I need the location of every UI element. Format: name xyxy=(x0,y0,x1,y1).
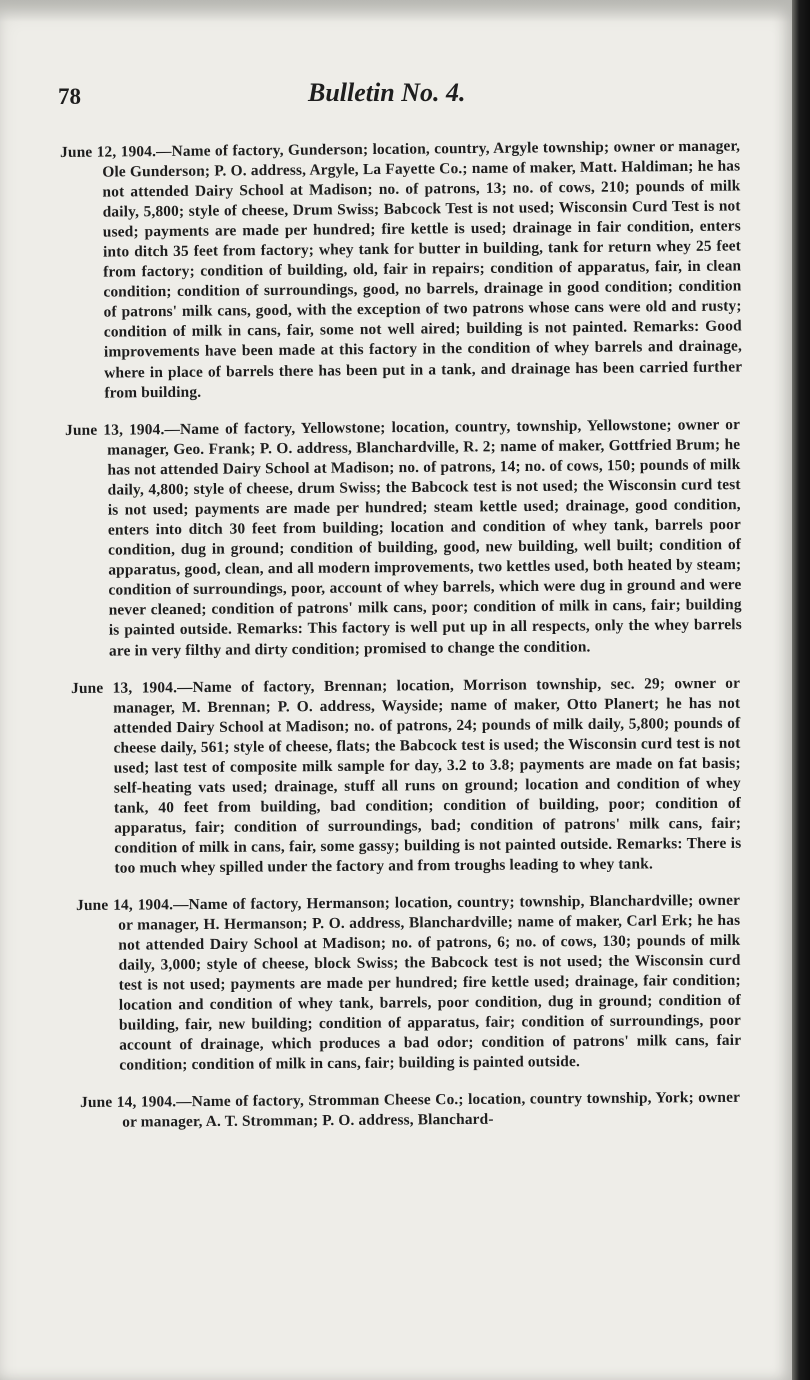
entries xyxy=(60,128,743,1151)
page-header xyxy=(58,78,738,118)
page-number: 78 xyxy=(58,84,81,109)
page-binding-edge xyxy=(792,0,810,1380)
entry-hermanson: June 14, 1904.—Name of factory, Hermanson; location, country; township, Blanchardville; owner or manager, H. Hermanson; P. O. address, Blanchardville; name of maker, Carl Erk; he has not attended Dairy School at Madison; no. of patrons, 6; no. of cows, 130; pounds of milk daily, 3,000; style of cheese, block Swiss; the Babcock test is not used; the Wisconsin curd test is not used; payments are made per hundred; fire kettle used; drainage, fair condition; location and condition of whey tank, barrels, poor condition, dug in ground; condition of building, fair, new building; condition of apparatus, fair; condition of surroundings, poor account of drainage, which produces a bad odor; condition of patrons' milk cans, fair condition; condition of milk in cans, fair; building is painted outside. xyxy=(76,891,742,1075)
entry-yellowstone: June 13, 1904.—Name of factory, Yellowstone; location, country, township, Yellowstone; owner or manager, Geo. Frank; P. O. address, Blanchardville, R. 2; name of maker, Gottfried Brum; he has not attended Dairy School at Madison; no. of patrons, 14; no. of cows, 150; pounds of milk daily, 4,800; style of cheese, drum Swiss; the Babcock test is not used; the Wisconsin curd test is not used; payments are made per hundred; steam kettle used; drainage, good condition, enters into ditch 30 feet from building; location and condition of whey tank, barrels poor condition, dug in ground; condition of building, good, new building, well built; condition of apparatus, good, clean, and all modern improvements, two kettles used, both heated by steam; condition of surroundings, poor, account of whey barrels, which were dug in ground and were never cleaned; condition of patrons' milk cans, poor; condition of milk in cans, fair; building is painted outside. Remarks: This factory is well put up in all respects, only the whey barrels are in very filthy and dirty condition; promised to change the condition. xyxy=(65,416,742,660)
entry-brennan: June 13, 1904.—Name of factory, Brennan; location, Morrison township, sec. 29; owner or manager, M. Brennan; P. O. address, Wayside; name of maker, Otto Planert; he has not attended Dairy School at Madison; no. of patrons, 24; pounds of milk daily, 5,800; pounds of cheese daily, 561; style of cheese, flats; the Babcock test is used; the Wisconsin curd test is not used; last test of composite milk sample for day, 3.2 to 3.8; payments are made on fat basis; self-heating vats used; drainage, stuff all runs on ground; location and condition of whey tank, 40 feet from building, bad condition; condition of building, poor; condition of apparatus, fair; condition of surroundings, bad; condition of patrons' milk cans, fair; condition of milk in cans, fair, some gassy; building is not painted outside. Remarks: There is too much whey spilled under the factory and from troughs leading to whey tank. xyxy=(71,674,742,877)
entry-stromman: June 14, 1904.—Name of factory, Stromman Cheese Co.; location, country township, York; owner or manager, A. T. Stromman; P. O. address, Blanchard- xyxy=(80,1089,741,1132)
entry-gunderson: June 12, 1904.—Name of factory, Gunderson; location, country, Argyle township; owner or manager, Ole Gunderson; P. O. address, Argyle, La Fayette Co.; name of maker, Matt. Haldiman; he has not attended Dairy School at Madison; no. of patrons, 13; no. of cows, 210; pounds of milk daily, 5,800; style of cheese, Drum Swiss; Babcock Test is not used; Wisconsin Curd Test is not used; payments are made per hundred; fire kettle is used; drainage in fair condition, enters into ditch 35 feet from factory; whey tank for butter in building, tank for return whey 25 feet from factory; condition of building, old, fair in repairs; condition of apparatus, fair, in clean condition; condition of surroundings, good, no barrels, drainage in good condition; condition of patrons' milk cans, good, with the exception of two patrons whose cans were old and rusty; condition of milk in cans, fair, some not well aired; building is not painted. Remarks: Good improvements have been made at this factory in the condition of whey barrels and drainage, where in place of barrels there has been put in a tank, and drainage has been carried further from building. xyxy=(60,137,743,402)
page-top-shadow xyxy=(0,0,792,22)
running-title: Bulletin No. 4. xyxy=(308,78,466,107)
